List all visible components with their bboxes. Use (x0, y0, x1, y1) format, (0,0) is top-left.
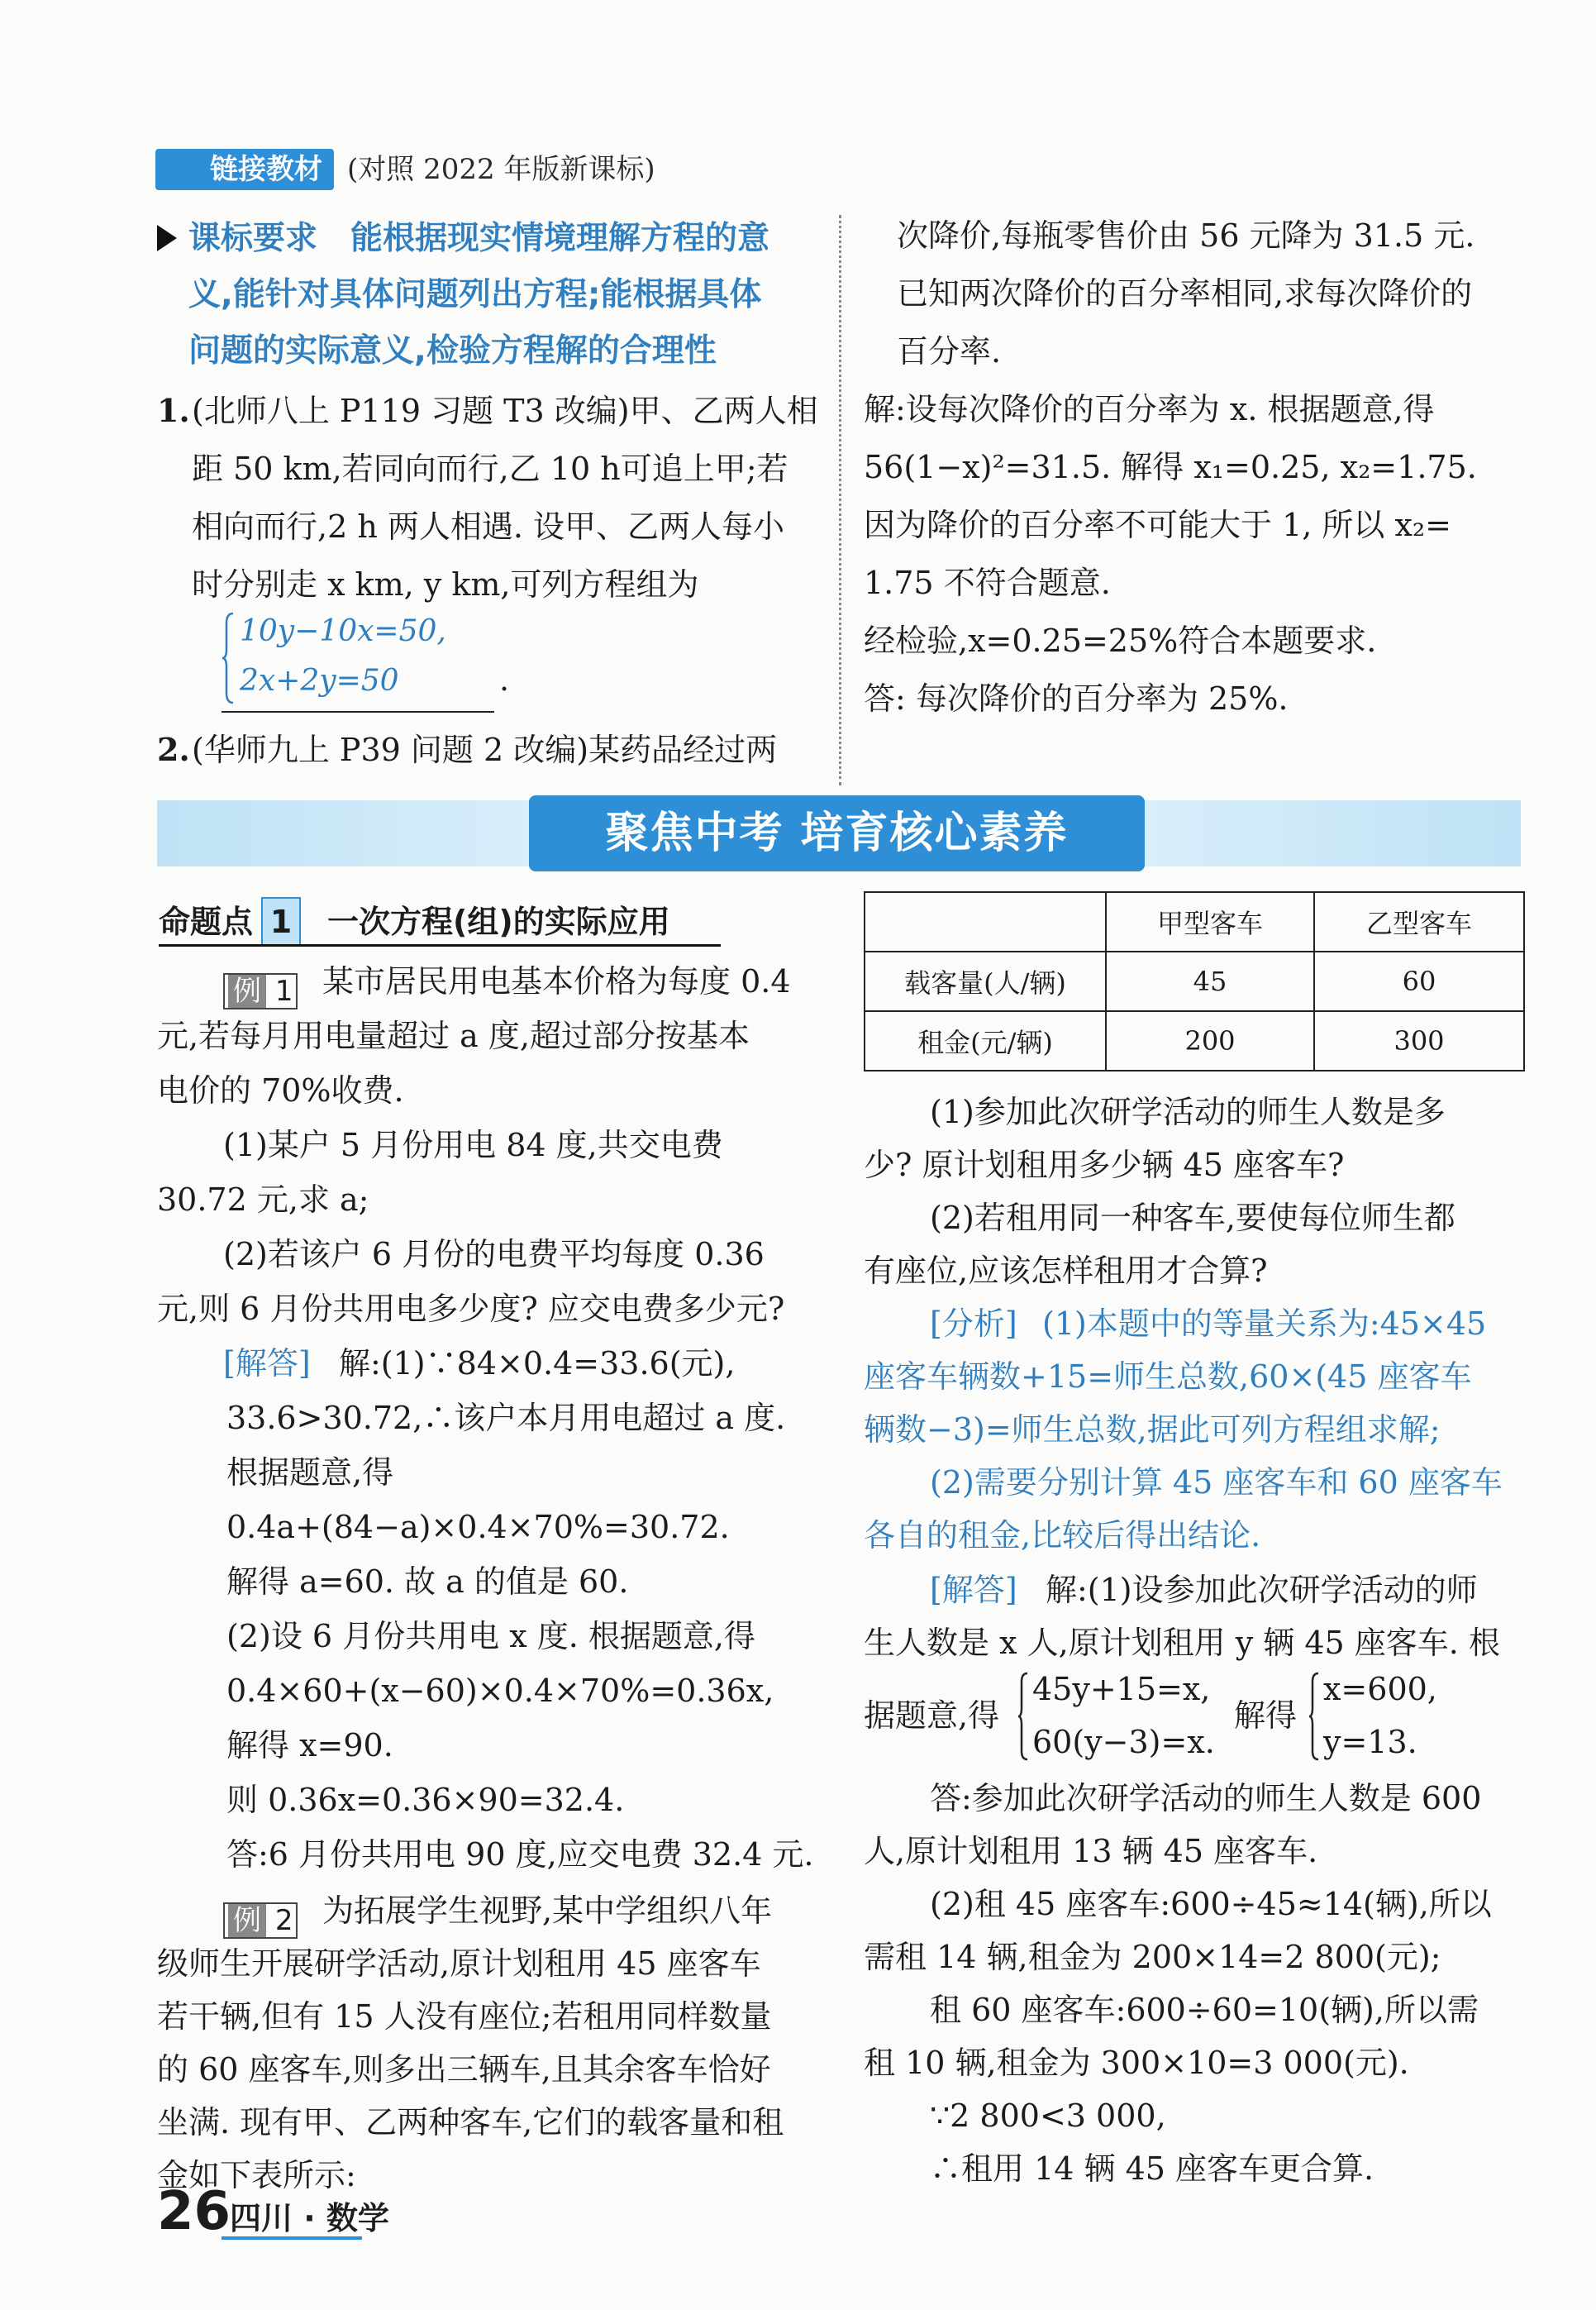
example-number: 1 (274, 975, 293, 1008)
topic-point-number: 1 (261, 897, 301, 947)
link-textbook-label: 链接教材 (155, 149, 334, 190)
answer-line: 租 10 辆,租金为 300×10=3 000(元). (864, 2045, 1409, 2081)
question-line: 相向而行,2 h 两人相遇. 设甲、乙两人每小 (192, 508, 785, 545)
answer-equation: 10y−10x=50, (240, 614, 446, 648)
footer-rule (222, 2236, 362, 2240)
solution-line: 1.75 不符合题意. (864, 565, 1111, 601)
arrow-icon (157, 225, 177, 251)
example-line: 若干辆,但有 15 人没有座位;若租用同样数量 (157, 1998, 772, 2035)
answer-underline (222, 711, 494, 713)
question-line: 百分率. (897, 333, 1002, 370)
topic-point-label: 命题点 (159, 904, 254, 940)
page-number: 26 (157, 2181, 231, 2242)
solution-line: 答: 每次降价的百分率为 25%. (864, 680, 1289, 717)
brace-icon (1308, 1672, 1320, 1761)
solution-line: 因为降价的百分率不可能大于 1, 所以 x₂= (864, 507, 1451, 543)
example-line: 金如下表所示: (157, 2157, 356, 2193)
example-line: (1)某户 5 月份用电 84 度,共交电费 (223, 1127, 723, 1163)
example-line: 某市居民用电基本价格为每度 0.4 (322, 963, 791, 1000)
answer-line: ∴租用 14 辆 45 座客车更合算. (930, 2150, 1374, 2187)
answer-line: 解得 x=90. (226, 1727, 393, 1764)
section-banner: 聚焦中考 培育核心素养 (529, 795, 1145, 871)
system-solution: y=13. (1323, 1724, 1417, 1760)
table-row (865, 952, 1524, 1011)
answer-line: 解:(1)∵84×0.4=33.6(元), (339, 1345, 736, 1382)
topic-point-title: 一次方程(组)的实际应用 (327, 904, 670, 940)
example-line: (2)若该户 6 月份的电费平均每度 0.36 (223, 1236, 765, 1272)
answer-line: 0.4×60+(x−60)×0.4×70%=0.36x, (226, 1673, 774, 1709)
answer-line: 生人数是 x 人,原计划租用 y 辆 45 座客车. 根 (864, 1625, 1500, 1661)
brace-icon (1017, 1672, 1029, 1761)
question-number: 1. (157, 392, 190, 429)
answer-line: 需租 14 辆,租金为 200×14=2 800(元); (864, 1939, 1441, 1975)
answer-tag: [解答] (930, 1572, 1017, 1608)
answer-line: 答:6 月份共用电 90 度,应交电费 32.4 元. (226, 1836, 814, 1873)
question-line: 距 50 km,若同向而行,乙 10 h可追上甲;若 (192, 451, 788, 487)
analysis-line: 辆数−3)=师生总数,据此可列方程组求解; (864, 1411, 1441, 1448)
answer-tag: [解答] (223, 1345, 311, 1382)
standard-line: 义,能针对具体问题列出方程;能根据具体 (188, 276, 762, 313)
example-line: 为拓展学生视野,某中学组织八年 (322, 1892, 773, 1929)
q1-end: . (499, 661, 510, 698)
example-line: 电价的 70%收费. (157, 1072, 404, 1109)
answer-line: (2)设 6 月份共用电 x 度. 根据题意,得 (226, 1618, 755, 1654)
answer-line: 解:(1)设参加此次研学活动的师 (1046, 1572, 1478, 1608)
question-line: (1)参加此次研学活动的师生人数是多 (930, 1094, 1446, 1130)
example-label: 例 (228, 975, 266, 1008)
example-line: 级师生开展研学活动,原计划租用 45 座客车 (157, 1945, 761, 1982)
link-textbook-note: (对照 2022 年版新课标) (347, 153, 655, 186)
table-cell: 租金(元/辆) (865, 1011, 1106, 1071)
answer-line: 0.4a+(84−a)×0.4×70%=30.72. (226, 1509, 730, 1545)
brace-icon (222, 612, 235, 704)
table-row (865, 1011, 1524, 1071)
question-line: 次降价,每瓶零售价由 56 元降为 31.5 元. (897, 217, 1475, 254)
example-number: 2 (274, 1904, 293, 1937)
answer-line: 根据题意,得 (226, 1454, 394, 1491)
question-line: 已知两次降价的百分率相同,求每次降价的 (897, 275, 1473, 312)
answer-line: 人,原计划租用 13 辆 45 座客车. (864, 1833, 1318, 1869)
footer-label: 四川 · 数学 (230, 2200, 389, 2236)
table-cell: 200 (1106, 1011, 1314, 1071)
solution-line: 解:设每次降价的百分率为 x. 根据题意,得 (864, 391, 1435, 427)
system-equation: 60(y−3)=x. (1032, 1724, 1215, 1760)
system-solution: x=600, (1323, 1671, 1437, 1707)
standard-line: 能根据现实情境理解方程的意 (350, 220, 770, 257)
example-line: 坐满. 现有甲、乙两种客车,它们的载客量和租 (157, 2104, 784, 2141)
question-number: 2. (157, 731, 190, 768)
answer-line: 33.6>30.72,∴该户本月用电超过 a 度. (226, 1400, 786, 1436)
example-line: 元,则 6 月份共用电多少度? 应交电费多少元? (157, 1291, 785, 1327)
table-cell: 60 (1314, 952, 1524, 1011)
solution-line: 56(1−x)²=31.5. 解得 x₁=0.25, x₂=1.75. (864, 449, 1477, 485)
topic-point-heading (159, 897, 670, 947)
answer-line: 据题意,得 (864, 1697, 1000, 1734)
table-cell: 300 (1314, 1011, 1524, 1071)
table-cell: 45 (1106, 952, 1314, 1011)
example-line: 30.72 元,求 a; (157, 1181, 369, 1218)
question-line: (北师八上 P119 习题 T3 改编)甲、乙两人相 (192, 393, 818, 429)
answer-line: (2)租 45 座客车:600÷45≈14(辆),所以 (930, 1886, 1492, 1922)
solution-line: 经检验,x=0.25=25%符合本题要求. (864, 623, 1377, 659)
analysis-line: 座客车辆数+15=师生总数,60×(45 座客车 (864, 1358, 1472, 1395)
answer-line: 答:参加此次研学活动的师生人数是 600 (930, 1780, 1482, 1816)
example-line: 元,若每月用电量超过 a 度,超过部分按基本 (157, 1018, 750, 1054)
table-cell: 甲型客车 (1106, 892, 1314, 952)
table-cell: 载客量(人/辆) (865, 952, 1106, 1011)
answer-equation: 2x+2y=50 (240, 664, 399, 698)
answer-line: 解得 (1234, 1697, 1298, 1734)
example-label: 例 (228, 1904, 266, 1937)
question-line: (华师九上 P39 问题 2 改编)某药品经过两 (192, 732, 778, 768)
table-header-row (865, 892, 1524, 952)
column-divider (839, 215, 841, 785)
heading-underline (159, 944, 721, 947)
answer-line: ∵2 800<3 000, (930, 2098, 1166, 2134)
table-cell (865, 892, 1106, 952)
answer-line: 解得 a=60. 故 a 的值是 60. (226, 1563, 629, 1600)
system-equation: 45y+15=x, (1032, 1671, 1211, 1707)
question-line: (2)若租用同一种客车,要使每位师生都 (930, 1200, 1455, 1236)
bus-table (864, 891, 1525, 1071)
answer-line: 租 60 座客车:600÷60=10(辆),所以需 (930, 1992, 1479, 2028)
question-line: 少? 原计划租用多少辆 45 座客车? (864, 1147, 1345, 1183)
standard-line: 问题的实际意义,检验方程解的合理性 (188, 332, 717, 370)
table-cell: 乙型客车 (1314, 892, 1524, 952)
analysis-line: (1)本题中的等量关系为:45×45 (1042, 1305, 1487, 1342)
q1-answer (222, 609, 494, 708)
analysis-line: 各自的租金,比较后得出结论. (864, 1517, 1261, 1554)
question-line: 有座位,应该怎样租用才合算? (864, 1253, 1268, 1289)
example-line: 的 60 座客车,则多出三辆车,且其余客车恰好 (157, 2051, 771, 2088)
standard-label: 课标要求 (188, 220, 318, 257)
analysis-tag: [分析] (930, 1305, 1017, 1342)
answer-line: 则 0.36x=0.36×90=32.4. (226, 1782, 625, 1818)
question-line: 时分别走 x km, y km,可列方程组为 (192, 566, 699, 603)
analysis-line: (2)需要分别计算 45 座客车和 60 座客车 (930, 1464, 1503, 1501)
